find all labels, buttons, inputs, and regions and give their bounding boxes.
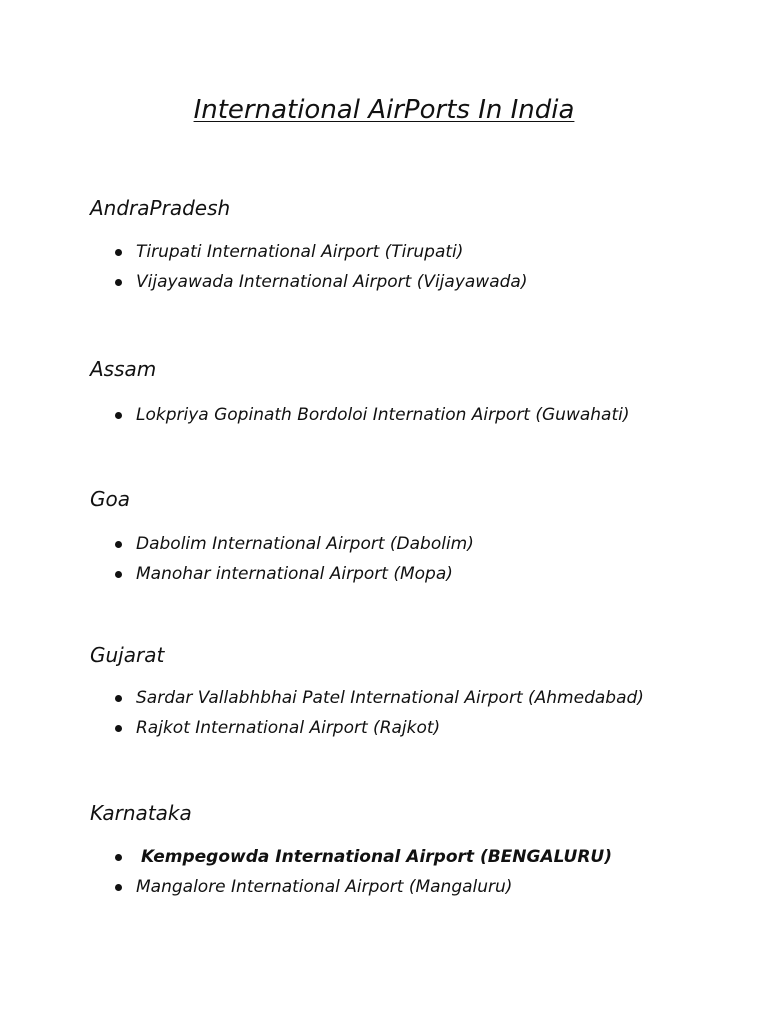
section-heading-andhra-pradesh: AndraPradesh: [90, 196, 231, 220]
section-heading-assam: Assam: [90, 357, 157, 381]
airport-name: Tirupati International Airport (Tirupati): [136, 242, 464, 262]
airport-name: Rajkot International Airport (Rajkot): [136, 718, 441, 738]
airport-name: Lokpriya Gopinath Bordoloi Internation Airport (Guwahati): [136, 405, 630, 425]
airport-name: Dabolim International Airport (Dabolim): [136, 534, 474, 554]
section-heading-gujarat: Gujarat: [90, 643, 165, 667]
bullet-icon: [115, 695, 122, 702]
bullet-icon: [115, 412, 122, 419]
bullet-icon: [115, 541, 122, 548]
section-heading-goa: Goa: [90, 487, 130, 511]
document-title: International AirPorts In India: [193, 95, 575, 125]
bullet-icon: [115, 854, 122, 861]
section-heading-karnataka: Karnataka: [90, 801, 192, 825]
bullet-icon: [115, 571, 122, 578]
bullet-icon: [115, 249, 122, 256]
airport-name: Sardar Vallabhbhai Patel International Airport (Ahmedabad): [136, 688, 644, 708]
bullet-icon: [115, 279, 122, 286]
airport-name: Mangalore International Airport (Mangaluru): [136, 877, 513, 897]
bullet-icon: [115, 884, 122, 891]
airport-name: Kempegowda International Airport (BENGALURU): [141, 847, 612, 867]
airport-name: Manohar international Airport (Mopa): [136, 564, 453, 584]
airport-name: Vijayawada International Airport (Vijayawada): [136, 272, 528, 292]
bullet-icon: [115, 725, 122, 732]
